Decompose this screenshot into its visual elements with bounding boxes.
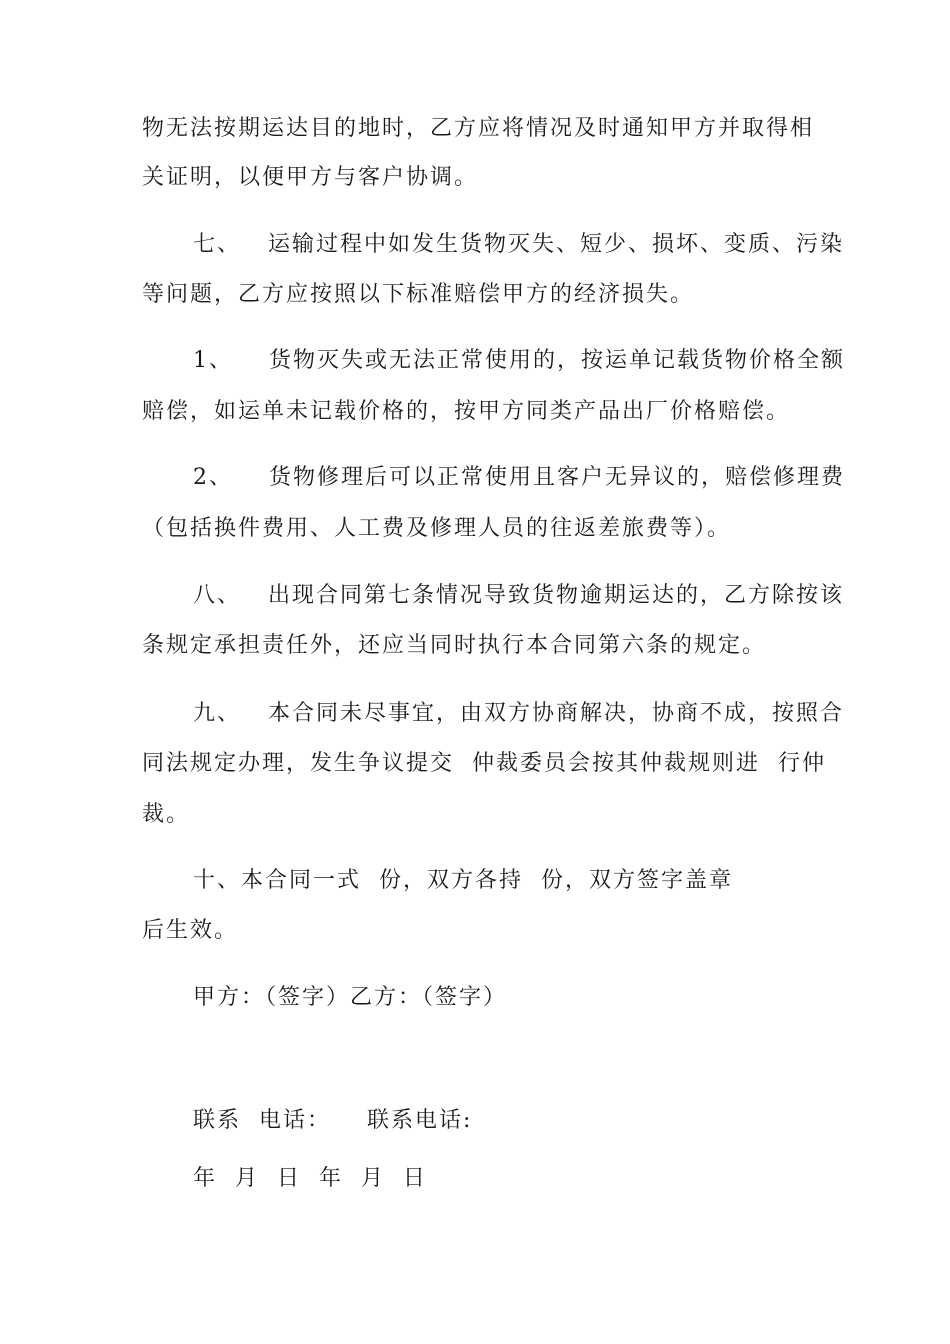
text-line-clause8-2: 条规定承担责任外，还应当同时执行本合同第六条的规定。 (142, 633, 767, 658)
contact-phone-line: 联系 电话： 联系电话: (193, 1108, 473, 1133)
text-line-clause9-2: 同法规定办理，发生争议提交 仲裁委员会按其仲裁规则进 行仲 (142, 751, 826, 776)
text-line-item1-2: 赔偿，如运单未记载价格的，按甲方同类产品出厂价格赔偿。 (142, 399, 791, 424)
text-line-item2-1: 2、 货物修理后可以正常使用且客户无异议的，赔偿修理费 (193, 465, 845, 490)
signature-line: 甲方：（签字）乙方：（签字） (193, 985, 508, 1010)
text-line-clause6-cont-1: 物无法按期运达目的地时，乙方应将情况及时通知甲方并取得相 (142, 116, 815, 141)
text-line-clause9-3: 裁。 (142, 802, 191, 827)
text-line-clause7-2: 等问题，乙方应按照以下标准赔偿甲方的经济损失。 (142, 282, 695, 307)
text-line-clause9-1: 九、 本合同未尽事宜，由双方协商解决，协商不成，按照合 (193, 701, 844, 726)
date-line: 年 月 日 年 月 日 (193, 1166, 427, 1191)
text-line-clause7-1: 七、 运输过程中如发生货物灭失、短少、损坏、变质、污染 (193, 232, 844, 257)
text-line-clause6-cont-2: 关证明，以便甲方与客户协调。 (142, 165, 479, 190)
text-line-clause8-1: 八、 出现合同第七条情况导致货物逾期运达的，乙方除按该 (193, 583, 844, 608)
text-line-item2-2: （包括换件费用、人工费及修理人员的往返差旅费等）。 (142, 516, 732, 541)
text-line-item1-1: 1、 货物灭失或无法正常使用的，按运单记载货物价格全额 (193, 348, 845, 373)
text-line-clause10-1: 十、本合同一式 份，双方各持 份，双方签字盖章 (193, 868, 733, 893)
text-line-clause10-2: 后生效。 (142, 918, 239, 943)
